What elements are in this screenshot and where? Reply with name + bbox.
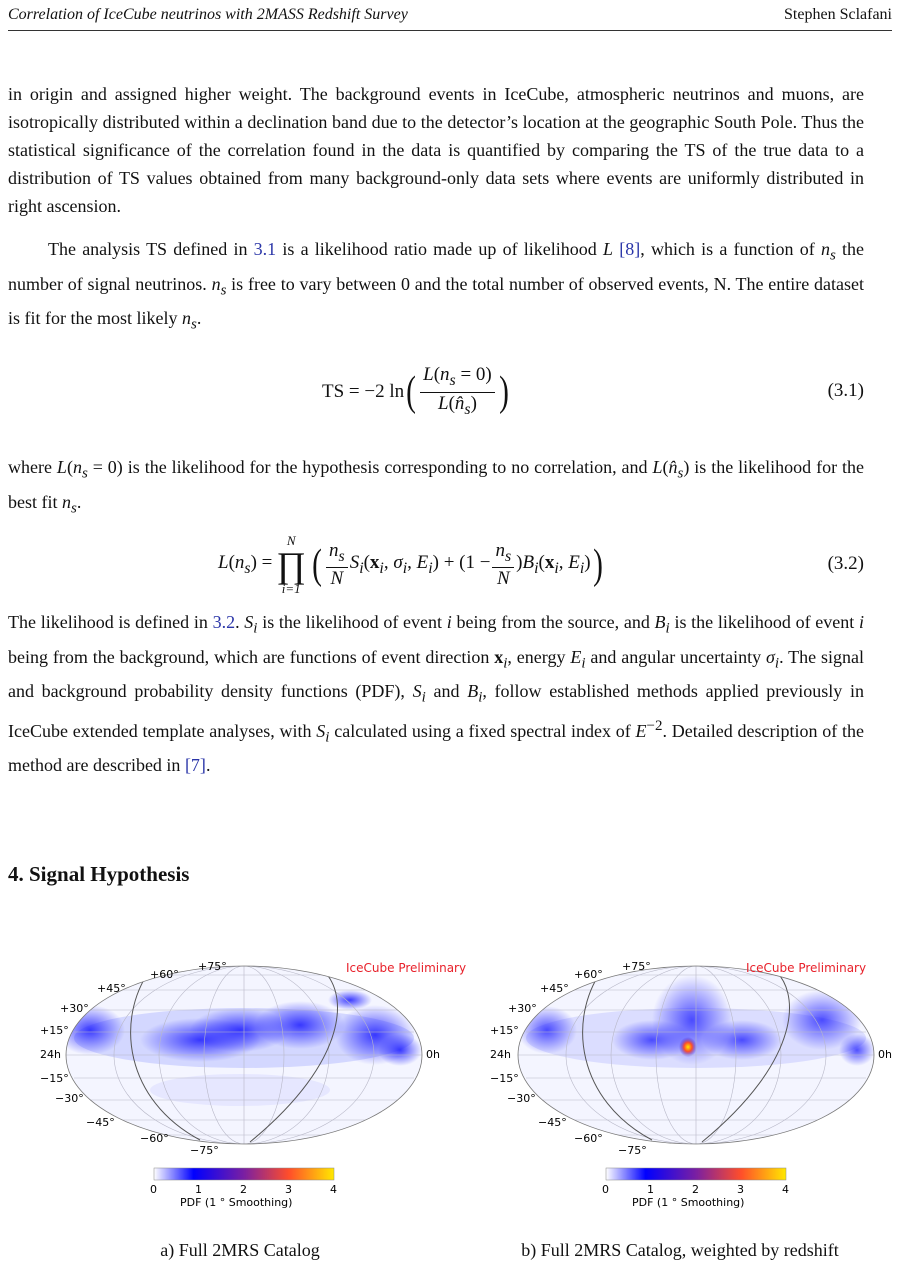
colorbar-tick: 0 bbox=[150, 1183, 157, 1196]
dec-label: +75° bbox=[198, 960, 227, 973]
colorbar-tick: 3 bbox=[737, 1183, 744, 1196]
dec-label: +15° bbox=[40, 1024, 69, 1037]
paragraph-likelihood-explain: where $L(n_s = 0)$ is the likelihood for the hypothesis corresponding to no correlation, and $L(n̂_s)$ is the likelihood for the best fit $n_s$. bbox=[8, 457, 865, 517]
dec-label: +30° bbox=[60, 1002, 89, 1015]
colorbar-tick: 2 bbox=[692, 1183, 699, 1196]
dec-label: −60° bbox=[140, 1132, 169, 1145]
colorbar bbox=[154, 1168, 334, 1180]
equation-3-1: TS = −2 ln ( $\frac{L(n_s = 0)}{L(n̂_s)}$ ) (3.1) bbox=[322, 363, 864, 418]
ra-label-left: 24h bbox=[40, 1048, 61, 1061]
dec-label: −15° bbox=[40, 1072, 69, 1085]
preliminary-label: IceCube Preliminary bbox=[746, 961, 867, 975]
colorbar-tick: 4 bbox=[330, 1183, 337, 1196]
colorbar-tick: 3 bbox=[285, 1183, 292, 1196]
citation-link-8[interactable]: [8] bbox=[619, 239, 641, 259]
skymap-figure-b bbox=[452, 950, 892, 1220]
dec-label: +45° bbox=[540, 982, 569, 995]
dec-label: +45° bbox=[97, 982, 126, 995]
equation-number-3-1: (3.1) bbox=[827, 380, 864, 401]
colorbar-tick: 1 bbox=[195, 1183, 202, 1196]
section-heading: 4. Signal Hypothesis bbox=[8, 862, 190, 886]
dec-label: −45° bbox=[538, 1116, 567, 1129]
dec-label: −15° bbox=[490, 1072, 519, 1085]
skymap-b-field bbox=[512, 960, 892, 1160]
dec-label: +60° bbox=[574, 968, 603, 981]
dec-label: −30° bbox=[507, 1092, 536, 1105]
dec-label: −45° bbox=[86, 1116, 115, 1129]
ra-label-left: 24h bbox=[490, 1048, 511, 1061]
author-name: Stephen Sclafani bbox=[784, 6, 892, 23]
colorbar-tick: 2 bbox=[240, 1183, 247, 1196]
dec-label: +15° bbox=[490, 1024, 519, 1037]
colorbar-label: PDF (1 ° Smoothing) bbox=[180, 1196, 293, 1209]
paragraph-ts-definition: The analysis TS defined in 3.1 is a likelihood ratio made up of likelihood L [8], which is a function of $n_s$ the number of signal neutrinos. $n_s$ is free to vary between 0 and the total number of observed events, N. The entire dataset is fit for the most likely $n_s$. bbox=[8, 239, 864, 333]
dec-label: −60° bbox=[574, 1132, 603, 1145]
citation-link-7[interactable]: [7] bbox=[184, 755, 206, 776]
colorbar-label: PDF (1 ° Smoothing) bbox=[632, 1196, 745, 1209]
dec-label: −75° bbox=[618, 1144, 647, 1157]
dec-label: +60° bbox=[150, 968, 179, 981]
dec-label: −30° bbox=[55, 1092, 84, 1105]
preliminary-label: IceCube Preliminary bbox=[346, 961, 467, 975]
paragraph-likelihood-defined: The likelihood is defined in 3.2. $S_i$ is the likelihood of event i being from the source, and $B_i$ is the likelihood of event i being from the background, which are functions of event direction $x_i$, energy $E_i$ and angular uncertainty $\sigma_i$. The signal and background probability density functions (PDF), $S_i$ and $B_i$, follow established methods applied previously in IceCube extended template analyses, with $S_i$ calculated using a fixed spectral index of $E^{-2}$. Detailed description of the method are described in [7]. bbox=[8, 612, 865, 776]
skymap-figure-a bbox=[0, 950, 467, 1220]
ra-label-right: 0h bbox=[878, 1048, 892, 1061]
running-head bbox=[8, 4, 892, 31]
equation-number-3-2: (3.2) bbox=[827, 553, 864, 574]
colorbar-tick: 0 bbox=[602, 1183, 609, 1196]
dec-label: −75° bbox=[190, 1144, 219, 1157]
skymap-b-svg bbox=[452, 950, 892, 1220]
equation-link-3-1[interactable]: 3.1 bbox=[253, 239, 277, 259]
ra-label-right: 0h bbox=[426, 1048, 440, 1061]
dec-label: +75° bbox=[622, 960, 651, 973]
colorbar bbox=[606, 1168, 786, 1180]
paragraph-background: in origin and assigned higher weight. The background events in IceCube, atmospheric neutrinos and muons, are isotropically distributed within a declination band due to the detector’s location at the geographic South Pole. Thus the statistical significance of the correlation found in the data is quantified by comparing the TS of the true data to a distribution of TS values obtained from many background-only data sets where events are uniformly distributed in right ascension. bbox=[8, 84, 864, 216]
colorbar-tick: 4 bbox=[782, 1183, 789, 1196]
running-title: Correlation of IceCube neutrinos with 2MASS Redshift Survey bbox=[8, 6, 408, 23]
equation-link-3-2[interactable]: 3.2 bbox=[212, 612, 236, 632]
equation-3-2: $L(n_s)$ = N ∏ i=1 ( $\frac{n_s}{N}$ $S_i(x_i$, $\sigma_i$, $E_i) + (1$ − $\frac{n_s}{N}$ )$B_i(x_i$, $E_i$) ) (3.2) bbox=[218, 533, 864, 596]
dec-label: +30° bbox=[508, 1002, 537, 1015]
skymap-a-svg bbox=[0, 950, 467, 1220]
figure-caption-b: b) Full 2MRS Catalog, weighted by redshift bbox=[521, 1240, 839, 1260]
figure-caption-a: a) Full 2MRS Catalog bbox=[160, 1240, 320, 1260]
colorbar-tick: 1 bbox=[647, 1183, 654, 1196]
